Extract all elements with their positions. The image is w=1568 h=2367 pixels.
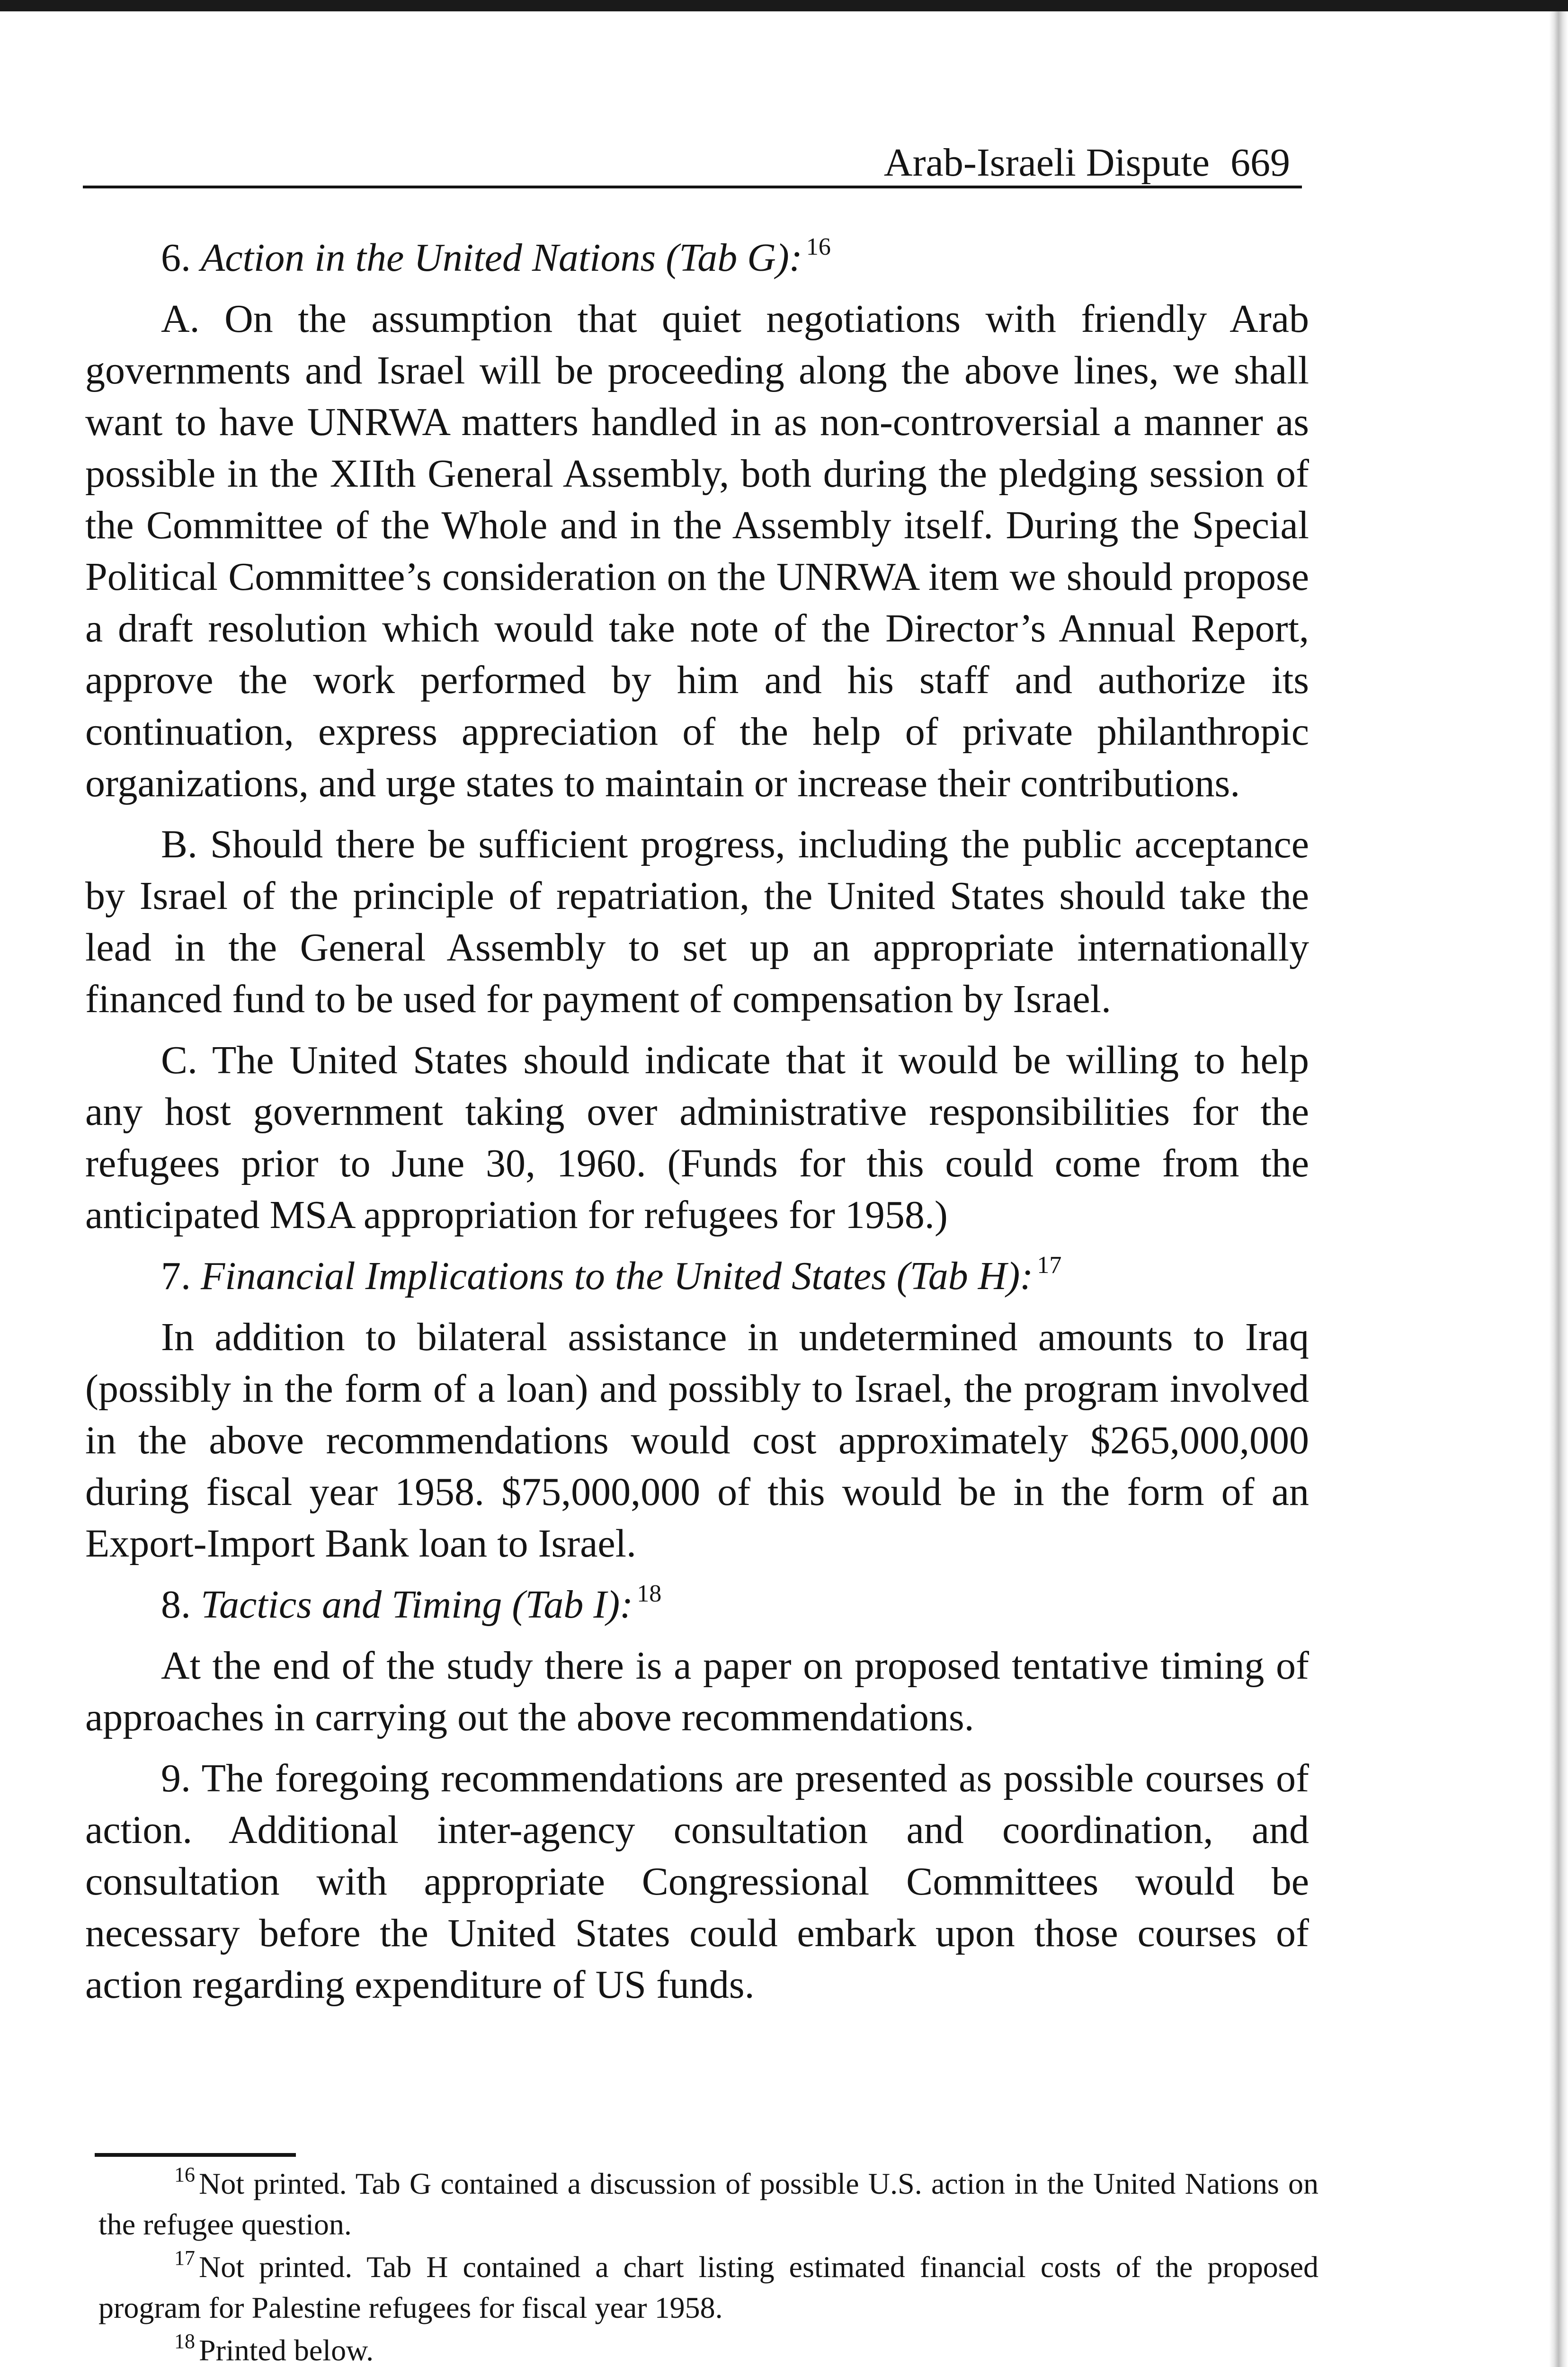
footnote-18 bbox=[98, 2330, 1319, 2367]
paragraph-9: 9. The foregoing recommendations are presented as possible courses of action. Additional inter-agency consultation and coordination, and consultation with appropriate Congressional Committees would be necessary before the United States could embark upon those courses of action regarding expenditure of US funds. bbox=[85, 1756, 1309, 2007]
scan-binding-edge bbox=[1549, 11, 1568, 2367]
footnote-text: Not printed. Tab H contained a chart listing estimated financial costs of the proposed program for Palestine refugees for fiscal year 1958. bbox=[98, 2250, 1319, 2324]
page-number: 669 bbox=[1230, 141, 1290, 185]
section-number: 8. bbox=[161, 1583, 191, 1627]
footnote-text: Printed below. bbox=[199, 2333, 374, 2367]
footnote-ref-17: 17 bbox=[1037, 1252, 1062, 1279]
footnote-ref-16: 16 bbox=[806, 233, 831, 260]
section-heading-8 bbox=[85, 1579, 1309, 1630]
section-title: Financial Implications to the United States (Tab H): bbox=[201, 1254, 1033, 1298]
running-head bbox=[83, 129, 1302, 188]
section-heading-6 bbox=[85, 232, 1309, 284]
footnote-16 bbox=[98, 2163, 1319, 2245]
paragraph-6b: B. Should there be sufficient progress, including the public acceptance by Israel of the principle of repatriation, the United States should take the lead in the General Assembly to set up an appropriate internationally financed fund to be used for payment of compensation by Israel. bbox=[85, 822, 1309, 1021]
section-number: 7. bbox=[161, 1254, 191, 1298]
footnotes bbox=[98, 2163, 1319, 2367]
footnote-17 bbox=[98, 2247, 1319, 2328]
footnote-number: 16 bbox=[174, 2163, 195, 2186]
paragraph-8: At the end of the study there is a paper on proposed tentative timing of approaches in carrying out the above recommendations. bbox=[85, 1644, 1309, 1739]
running-head-text bbox=[884, 143, 1290, 183]
section-heading-7 bbox=[85, 1250, 1309, 1302]
scan-top-edge bbox=[0, 0, 1568, 11]
footnote-rule bbox=[95, 2153, 296, 2157]
section-number: 6. bbox=[161, 236, 191, 280]
section-title: Tactics and Timing (Tab I): bbox=[201, 1583, 633, 1627]
paragraph-6a: A. On the assumption that quiet negotiations with friendly Arab governments and Israel will be proceeding along the above lines, we shall want to have UNRWA matters handled in as non-controversial a manner as possible in the XIIth General Assembly, both during the pledging session of the Committee of the Whole and in the Assembly itself. During the Special Political Committee’s consideration on the UNRWA item we should propose a draft resolution which would take note of the Director’s Annual Report, approve the work performed by him and his staff and authorize its continuation, express appreciation of the help of private philanthropic organizations, and urge states to maintain or increase their contributions. bbox=[85, 297, 1309, 805]
body-text bbox=[85, 232, 1309, 2020]
footnote-number: 17 bbox=[174, 2246, 195, 2269]
footnote-text: Not printed. Tab G contained a discussion of possible U.S. action in the United Nations on the refugee question. bbox=[98, 2167, 1319, 2241]
paragraph-6c: C. The United States should indicate that it would be willing to help any host government taking over administrative responsibilities for the refugees prior to June 30, 1960. (Funds for this could come from the anticipated MSA appropriation for refugees for 1958.) bbox=[85, 1038, 1309, 1237]
running-head-title: Arab-Israeli Dispute bbox=[883, 141, 1210, 185]
footnote-number: 18 bbox=[174, 2330, 195, 2353]
section-title: Action in the United Nations (Tab G): bbox=[201, 236, 802, 280]
footnote-ref-18: 18 bbox=[637, 1580, 662, 1607]
paragraph-7: In addition to bilateral assistance in undetermined amounts to Iraq (possibly in the form of a loan) and possibly to Israel, the program involved in the above recommendations would cost approximately $265,000,000 during fiscal year 1958. $75,000,000 of this would be in the form of an Export-Import Bank loan to Israel. bbox=[85, 1315, 1309, 1566]
